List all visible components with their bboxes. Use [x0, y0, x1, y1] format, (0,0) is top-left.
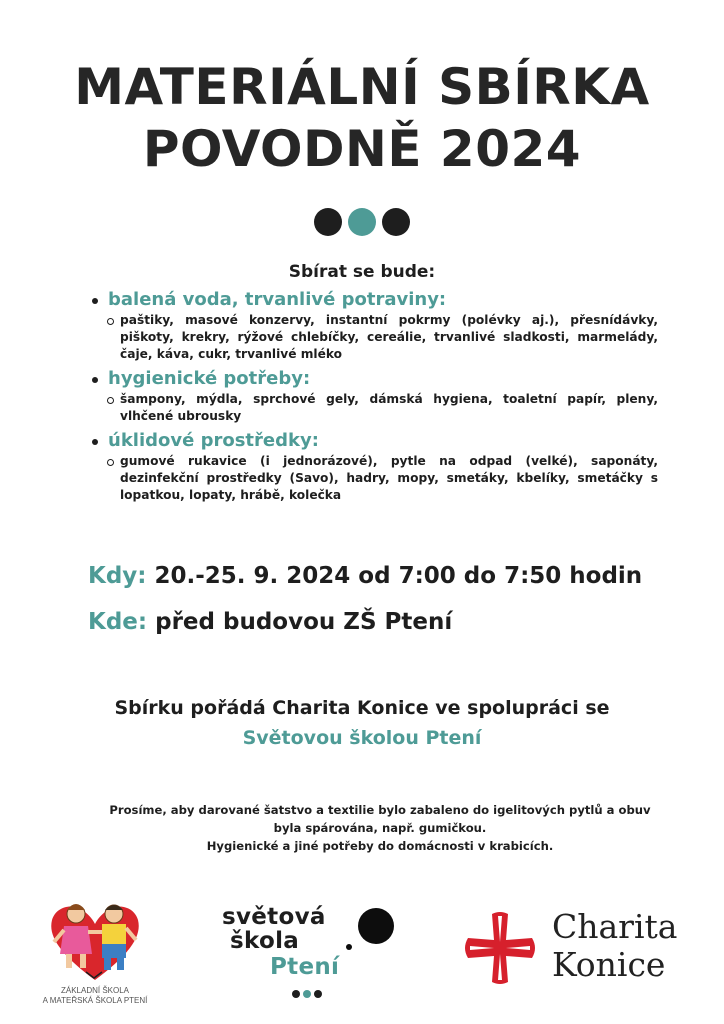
dark-dot-icon — [292, 990, 300, 998]
charita-line-2: Konice — [552, 945, 666, 984]
category-food — [92, 288, 658, 363]
category-items: gumové rukavice (i jednorázové), pytle na odpad (velké), saponáty, dezinfekční prostředky (Savo), hadry, mopy, smetáky, kbelíky, smetáčky s lopatkou, lopaty, hrábě, kolečka — [92, 453, 658, 504]
category-title: balená voda, trvanlivé potraviny: — [92, 288, 658, 312]
category-cleaning — [92, 429, 658, 504]
title-line-2: POVODNĚ 2024 — [142, 120, 582, 178]
category-hygiene — [92, 367, 658, 425]
when-value: 20.-25. 9. 2024 od 7:00 do 7:50 hodin — [154, 563, 643, 589]
charita-text — [552, 908, 677, 984]
where-line — [88, 607, 452, 637]
categories-list — [92, 288, 658, 508]
dark-dot-icon — [382, 208, 410, 236]
category-items: paštiky, masové konzervy, instantní pokrmy (polévky aj.), přesnídávky, piškoty, krekry, rýžové chlebíčky, cereálie, trvanlivé sladkosti, marmelády, čaje, káva, cukr, trvanlivé mléko — [92, 312, 658, 363]
svetova-skola-line-2: škola — [230, 928, 300, 954]
note-line-3: Hygienické a jiné potřeby do domácnosti v krabicích. — [206, 839, 554, 853]
organizer-line-1: Sbírku pořádá Charita Konice ve spolupráci se — [114, 697, 610, 719]
where-label: Kde: — [88, 609, 148, 635]
charita-logo — [462, 908, 694, 994]
svetova-skola-line-3: Ptení — [270, 954, 340, 980]
when-line — [88, 561, 642, 591]
when-label: Kdy: — [88, 563, 147, 589]
svetova-skola-line-1: světová — [222, 904, 326, 930]
school-caption — [30, 986, 160, 1006]
organizer-line-2: Světovou školou Ptení — [242, 727, 482, 749]
note-line-2: byla spárována, např. gumičkou. — [273, 821, 487, 835]
category-title: úklidové prostředky: — [92, 429, 658, 453]
teal-dot-icon — [348, 208, 376, 236]
small-dot-icon — [346, 944, 352, 950]
logo-dots — [292, 990, 322, 998]
school-caption-line-1: ZÁKLADNÍ ŠKOLA — [60, 986, 130, 995]
category-title: hygienické potřeby: — [92, 367, 658, 391]
teal-dot-icon — [303, 990, 311, 998]
organizer-text — [0, 693, 724, 753]
note-line-1: Prosíme, aby darované šatstvo a textilie bylo zabaleno do igelitových pytlů a obuv — [109, 803, 651, 817]
category-items: šampony, mýdla, sprchové gely, dámská hygiena, toaletní papír, pleny, vlhčené ubrousky — [92, 391, 658, 425]
collect-heading: Sbírat se bude: — [288, 262, 436, 282]
charita-cross-icon — [462, 910, 538, 986]
school-logo — [30, 892, 160, 1017]
dark-dot-icon — [314, 990, 322, 998]
children-heart-icon — [30, 892, 160, 987]
page-title — [0, 56, 724, 180]
svetova-skola-logo — [222, 900, 402, 1010]
donation-note — [90, 801, 670, 855]
dark-dot-icon — [314, 208, 342, 236]
where-value: před budovou ZŠ Ptení — [155, 609, 453, 635]
title-line-1: MATERIÁLNÍ SBÍRKA — [74, 58, 650, 116]
charita-line-1: Charita — [552, 907, 678, 946]
big-dot-icon — [358, 908, 394, 944]
school-caption-line-2: A MATEŘSKÁ ŠKOLA PTENÍ — [42, 996, 148, 1005]
decorative-dots — [0, 208, 724, 236]
